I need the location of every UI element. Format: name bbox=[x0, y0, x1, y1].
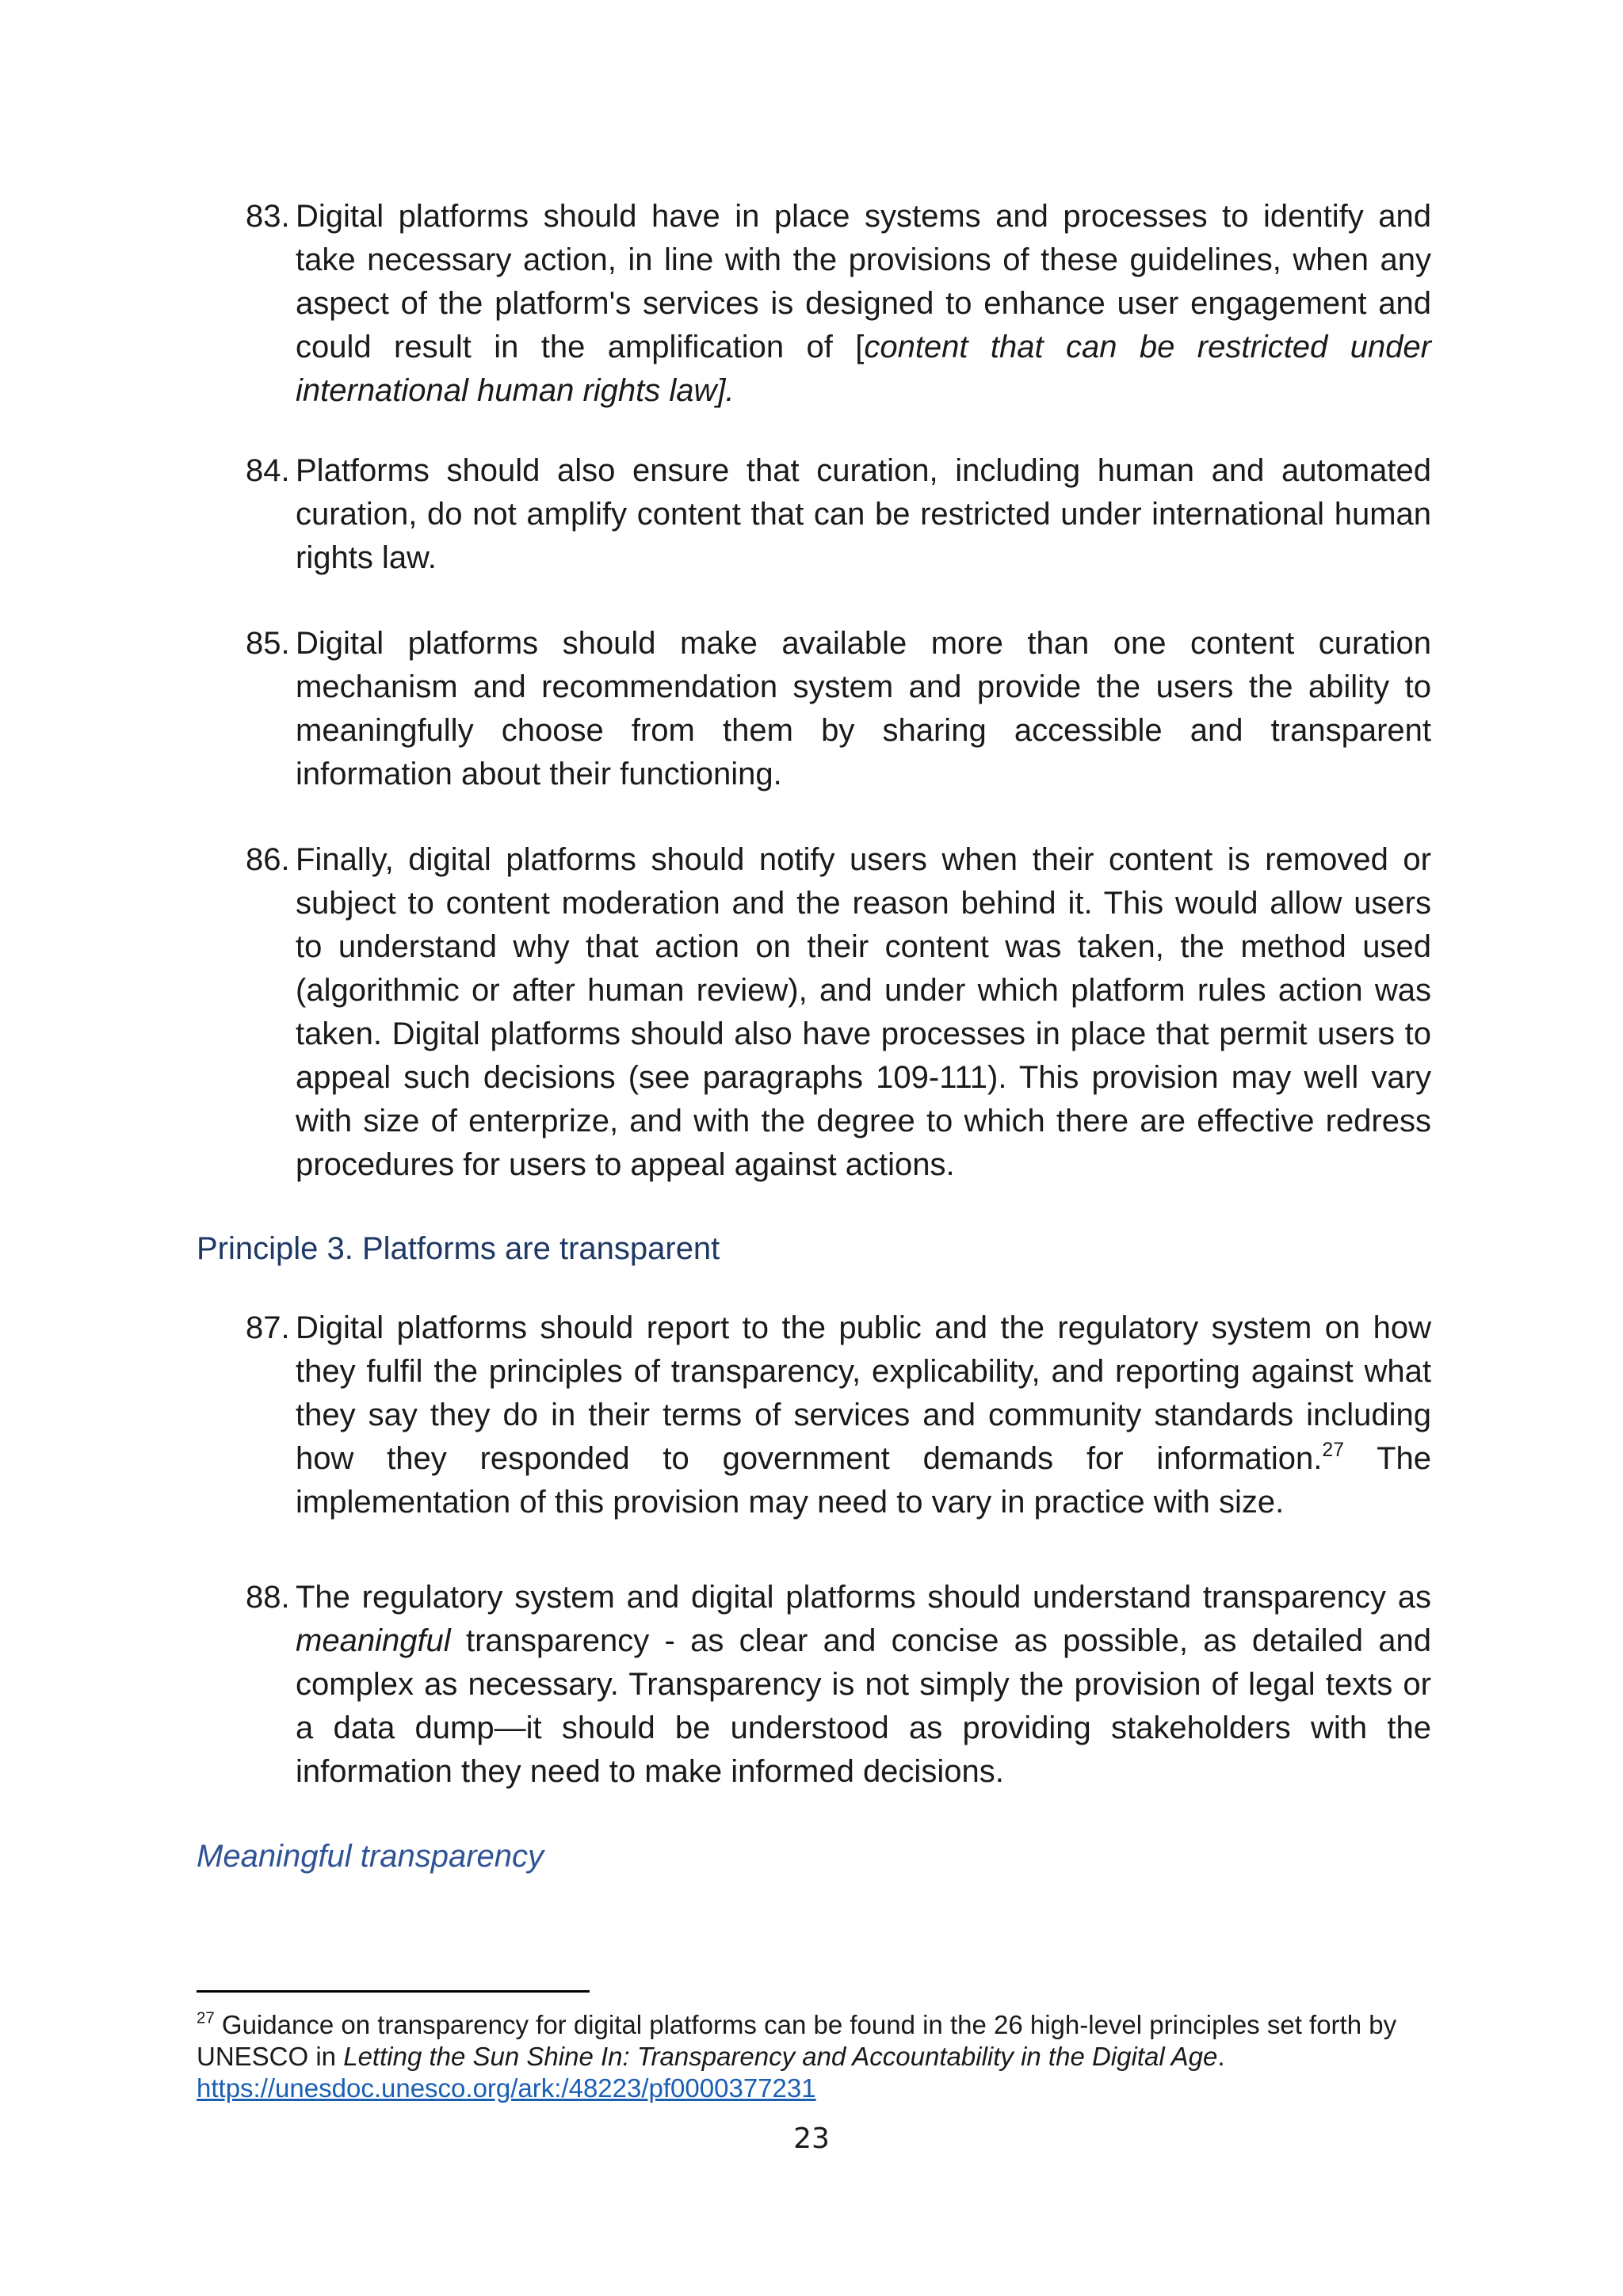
paragraph-text bbox=[296, 1576, 1431, 1794]
footnote-cited-title: Letting the Sun Shine In: Transparency and Accountability in the Digital Age bbox=[343, 2042, 1218, 2071]
paragraph-text bbox=[296, 1306, 1431, 1524]
paragraph-84 bbox=[246, 449, 1431, 580]
footnote-text-end: . bbox=[1217, 2042, 1225, 2071]
paragraph-text: Digital platforms should make available more than one content curation mechanism and recommendation system and provide the users the ability to meaningfully choose from them by sharing accessible and transparent information about their functioning. bbox=[296, 626, 1431, 791]
footnote-text: Guidance on transparency for digital platforms can be found in the 26 high-level principles set forth by UNESCO in bbox=[197, 2010, 1397, 2071]
page-number: 23 bbox=[793, 2122, 830, 2155]
paragraph-number: 87. bbox=[246, 1310, 290, 1345]
paragraph-body-continued: The implementation of this provision may need to vary in practice with size. bbox=[296, 1441, 1431, 1520]
paragraph-italic-text: content that can be restricted under international human rights law]. bbox=[296, 330, 1431, 408]
paragraph-85 bbox=[246, 622, 1431, 796]
subsection-heading: Meaningful transparency bbox=[197, 1839, 544, 1874]
footnote-marker: 27 bbox=[197, 2008, 215, 2027]
paragraph-number: 86. bbox=[246, 842, 290, 877]
paragraph-number: 88. bbox=[246, 1580, 290, 1615]
paragraph-number: 85. bbox=[246, 626, 290, 661]
paragraph-body: The regulatory system and digital platforms should understand transparency as bbox=[296, 1580, 1431, 1615]
paragraph-text: Platforms should also ensure that curation, including human and automated curation, do not amplify content that can be restricted under international human rights law. bbox=[296, 453, 1431, 575]
footnote-reference[interactable]: 27 bbox=[1322, 1439, 1344, 1461]
paragraph-87 bbox=[246, 1306, 1431, 1524]
paragraph-88 bbox=[246, 1576, 1431, 1794]
paragraph-italic-text: meaningful bbox=[296, 1623, 451, 1658]
paragraph-text: Finally, digital platforms should notify users when their content is removed or subject to content moderation and the reason behind it. This would allow users to understand why that action on their content was taken, the method used (algorithmic or after human review), and under which platform rules action was taken. Digital platforms should also have processes in place that permit users to appeal such decisions (see paragraphs 109-111). This provision may well vary with size of enterprize, and with the degree to which there are effective redress procedures for users to appeal against actions. bbox=[296, 842, 1431, 1182]
footnote-separator bbox=[197, 1990, 590, 1993]
paragraph-number: 84. bbox=[246, 453, 290, 488]
paragraph-number: 83. bbox=[246, 199, 290, 234]
footnote-link[interactable]: https://unesdoc.unesco.org/ark:/48223/pf0000377231 bbox=[197, 2073, 816, 2103]
paragraph-body-continued: transparency - as clear and concise as possible, as detailed and complex as necessary. Transparency is not simply the provision of legal texts or a data dump—it should be understood as providing stakeholders with the information they need to make informed decisions. bbox=[296, 1623, 1431, 1789]
paragraph-83 bbox=[246, 195, 1431, 413]
section-heading: Principle 3. Platforms are transparent bbox=[197, 1231, 720, 1266]
footnote bbox=[197, 2009, 1433, 2104]
paragraph-body: Digital platforms should report to the public and the regulatory system on how they fulfil the principles of transparency, explicability, and reporting against what they say they do in their terms of services and community standards including how they responded to government demands for information. bbox=[296, 1310, 1431, 1476]
paragraph-text bbox=[296, 195, 1431, 413]
paragraph-86 bbox=[246, 838, 1431, 1187]
paragraph-body: Digital platforms should have in place systems and processes to identify and take necessary action, in line with the provisions of these guidelines, when any aspect of the platform's services is designed to enhance user engagement and could result in the amplification of [ bbox=[296, 199, 1431, 364]
